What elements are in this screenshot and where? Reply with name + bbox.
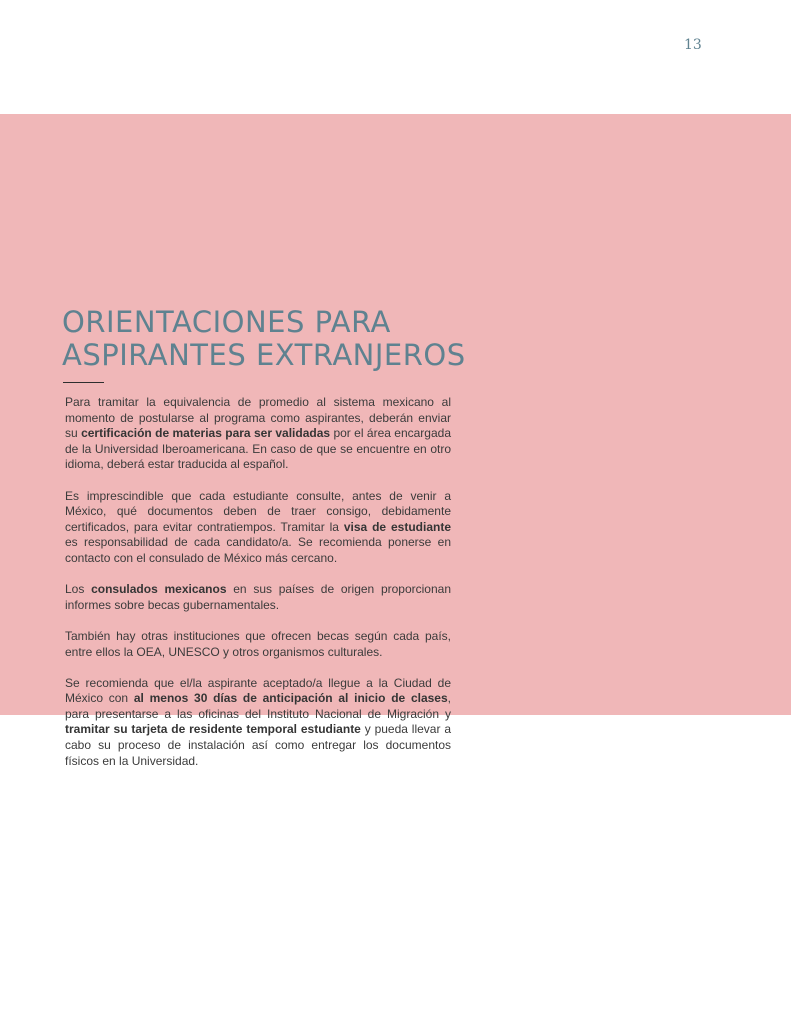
paragraph — [65, 629, 451, 660]
paragraph-text: es responsabilidad de cada candidato/a. Se recomienda ponerse en contacto con el consulado de México más cercano. — [65, 535, 451, 565]
paragraph-text: por el área encargada de la Universidad Iberoamericana. En caso de que se encuentre en otro idioma, deberá estar traducida al español. — [65, 426, 452, 472]
section-title — [62, 306, 482, 372]
body-text — [65, 395, 451, 785]
section-title-line-1: ORIENTACIONES PARA — [62, 305, 391, 339]
paragraph-bold-text: visa de estudiante — [343, 519, 451, 534]
paragraph — [65, 395, 451, 473]
paragraph-text: y pueda llevar a cabo su proceso de instalación así como entregar los documentos físicos en la Universidad. — [65, 722, 451, 768]
paragraph-text: También hay otras instituciones que ofrecen becas según cada país, entre ellos la OEA, UNESCO y otros organismos culturales. — [65, 628, 451, 659]
paragraph — [65, 489, 451, 567]
paragraph-bold-text: consulados mexicanos — [91, 582, 227, 597]
paragraph-bold-text: certificación de materias para ser validadas — [81, 426, 331, 441]
paragraph-text: Los — [65, 582, 92, 597]
paragraph-bold-text: al menos 30 días de anticipación al inicio de clases — [133, 691, 448, 706]
paragraph — [65, 582, 451, 613]
paragraph-text: , para presentarse a las oficinas del Instituto Nacional de Migración y — [65, 691, 451, 721]
paragraph-text: Se recomienda que el/la aspirante aceptado/a llegue a la Ciudad de México con — [65, 675, 451, 706]
paragraph-text: en sus países de origen proporcionan informes sobre becas gubernamentales. — [65, 582, 451, 612]
section-title-line-2: ASPIRANTES EXTRANJEROS — [62, 338, 466, 372]
page-number: 13 — [684, 37, 702, 53]
title-divider — [63, 382, 104, 383]
paragraph-bold-text: tramitar su tarjeta de residente temporal estudiante — [65, 722, 361, 737]
paragraph — [65, 676, 451, 770]
paragraph-text: Para tramitar la equivalencia de promedio al sistema mexicano al momento de postularse al programa como aspirantes, deberán enviar su — [65, 395, 451, 441]
paragraph-text: Es imprescindible que cada estudiante consulte, antes de venir a México, qué documentos deben de traer consigo, debidamente certificados, para evitar contratiempos. Tramitar la — [65, 488, 451, 534]
